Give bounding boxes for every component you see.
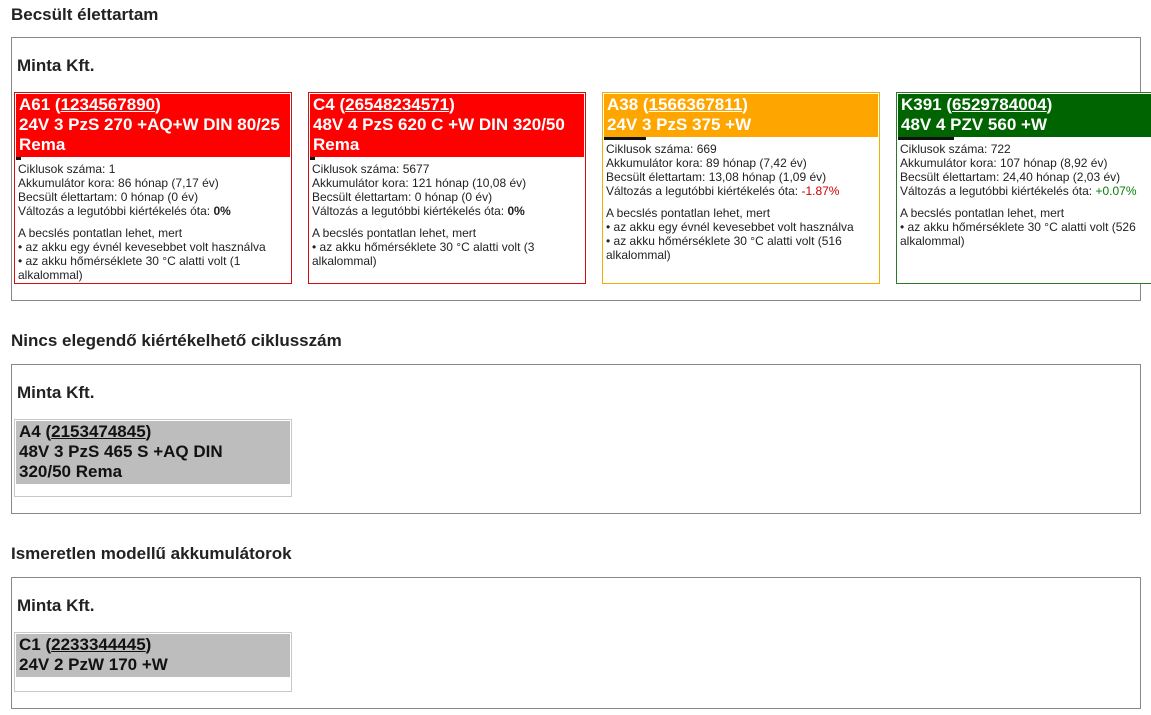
battery-card-a61 <box>14 92 292 284</box>
section-title-insufficient-cycles: Nincs elegendő kiértékelhető ciklusszám <box>11 331 342 350</box>
card-details: Ciklusok száma: 722 Akkumulátor kora: 107 hónap (8,92 év) Becsült élettartam: 24,40 hónap (2,03 év) Változás a legutóbbi kiértékelés óta: +0.07% A becslés pontatlan lehet, mert • az akku hőmérséklete 30 °C alatti volt (526 alkalommal) <box>900 142 1137 248</box>
battery-card-c4 <box>308 92 586 284</box>
battery-card-k391 <box>896 92 1151 284</box>
company-box-insufficient-cycles <box>11 364 1141 514</box>
card-details: Ciklusok száma: 1 Akkumulátor kora: 86 hónap (7,17 év) Becsült élettartam: 0 hónap (0 év) Változás a legutóbbi kiértékelés óta: 0% A becslés pontatlan lehet, mert • az akku egy évnél kevesebbet volt használva • az akku hőmérséklete 30 °C alatti volt (1 alkalommal) <box>18 162 266 282</box>
card-header: K391 (6529784004) 48V 4 PZV 560 +W <box>898 94 1151 137</box>
serial-link[interactable]: 1234567890 <box>60 95 156 114</box>
battery-model: 48V 3 PzS 465 S +AQ DIN <box>19 442 223 461</box>
section-title-unknown-models: Ismeretlen modellű akkumulátorok <box>11 544 292 563</box>
card-details: Ciklusok száma: 669 Akkumulátor kora: 89 hónap (7,42 év) Becsült élettartam: 13,08 hónap (1,09 év) Változás a legutóbbi kiértékelés óta: -1.87% A becslés pontatlan lehet, mert • az akku egy évnél kevesebbet volt használva • az akku hőmérséklete 30 °C alatti volt (516 alkalommal) <box>606 142 854 262</box>
serial-link[interactable]: 2233344445 <box>51 635 146 654</box>
company-name: Minta Kft. <box>17 596 95 615</box>
section-title-estimated-life: Becsült élettartam <box>11 5 159 24</box>
serial-link[interactable]: 6529784004 <box>952 95 1047 114</box>
change-value: -1.87% <box>801 184 840 198</box>
battery-model: 48V 4 PZV 560 +W <box>901 115 1047 134</box>
card-details: Ciklusok száma: 5677 Akkumulátor kora: 121 hónap (10,08 év) Becsült élettartam: 0 hónap (0 év) Változás a legutóbbi kiértékelés óta: 0% A becslés pontatlan lehet, mert • az akku hőmérséklete 30 °C alatti volt (3 alkalommal) <box>312 162 535 268</box>
card-header: C4 (26548234571) 48V 4 PzS 620 C +W DIN 320/50 Rema <box>310 94 584 157</box>
battery-model: 24V 3 PzS 375 +W <box>607 115 752 134</box>
company-name: Minta Kft. <box>17 56 95 75</box>
card-header: A38 (1566367811) 24V 3 PzS 375 +W <box>604 94 878 137</box>
serial-link[interactable]: 2153474845 <box>51 422 146 441</box>
battery-card-a4 <box>14 419 292 497</box>
battery-model: 48V 4 PzS 620 C +W DIN 320/50 Rema <box>313 115 565 154</box>
card-header: A61 (1234567890) 24V 3 PzS 270 +AQ+W DIN 80/25 Rema <box>16 94 290 157</box>
serial-link[interactable]: 1566367811 <box>648 95 743 114</box>
company-box-unknown-models <box>11 577 1141 709</box>
company-name: Minta Kft. <box>17 383 95 402</box>
battery-card-a38 <box>602 92 880 284</box>
battery-model: 24V 2 PzW 170 +W <box>19 655 168 674</box>
battery-model: 24V 3 PzS 270 +AQ+W DIN 80/25 Rema <box>19 115 280 154</box>
change-value: 0% <box>213 204 231 218</box>
company-box-estimated-life <box>11 37 1141 301</box>
serial-link[interactable]: 26548234571 <box>345 95 450 114</box>
battery-card-c1 <box>14 632 292 692</box>
battery-model-cont: 320/50 Rema <box>19 462 123 481</box>
change-value: 0% <box>507 204 525 218</box>
card-header: C1 (2233344445) 24V 2 PzW 170 +W <box>16 634 290 677</box>
card-header: A4 (2153474845) 48V 3 PzS 465 S +AQ DIN 320/50 Rema <box>16 421 290 484</box>
change-value: +0.07% <box>1095 184 1137 198</box>
